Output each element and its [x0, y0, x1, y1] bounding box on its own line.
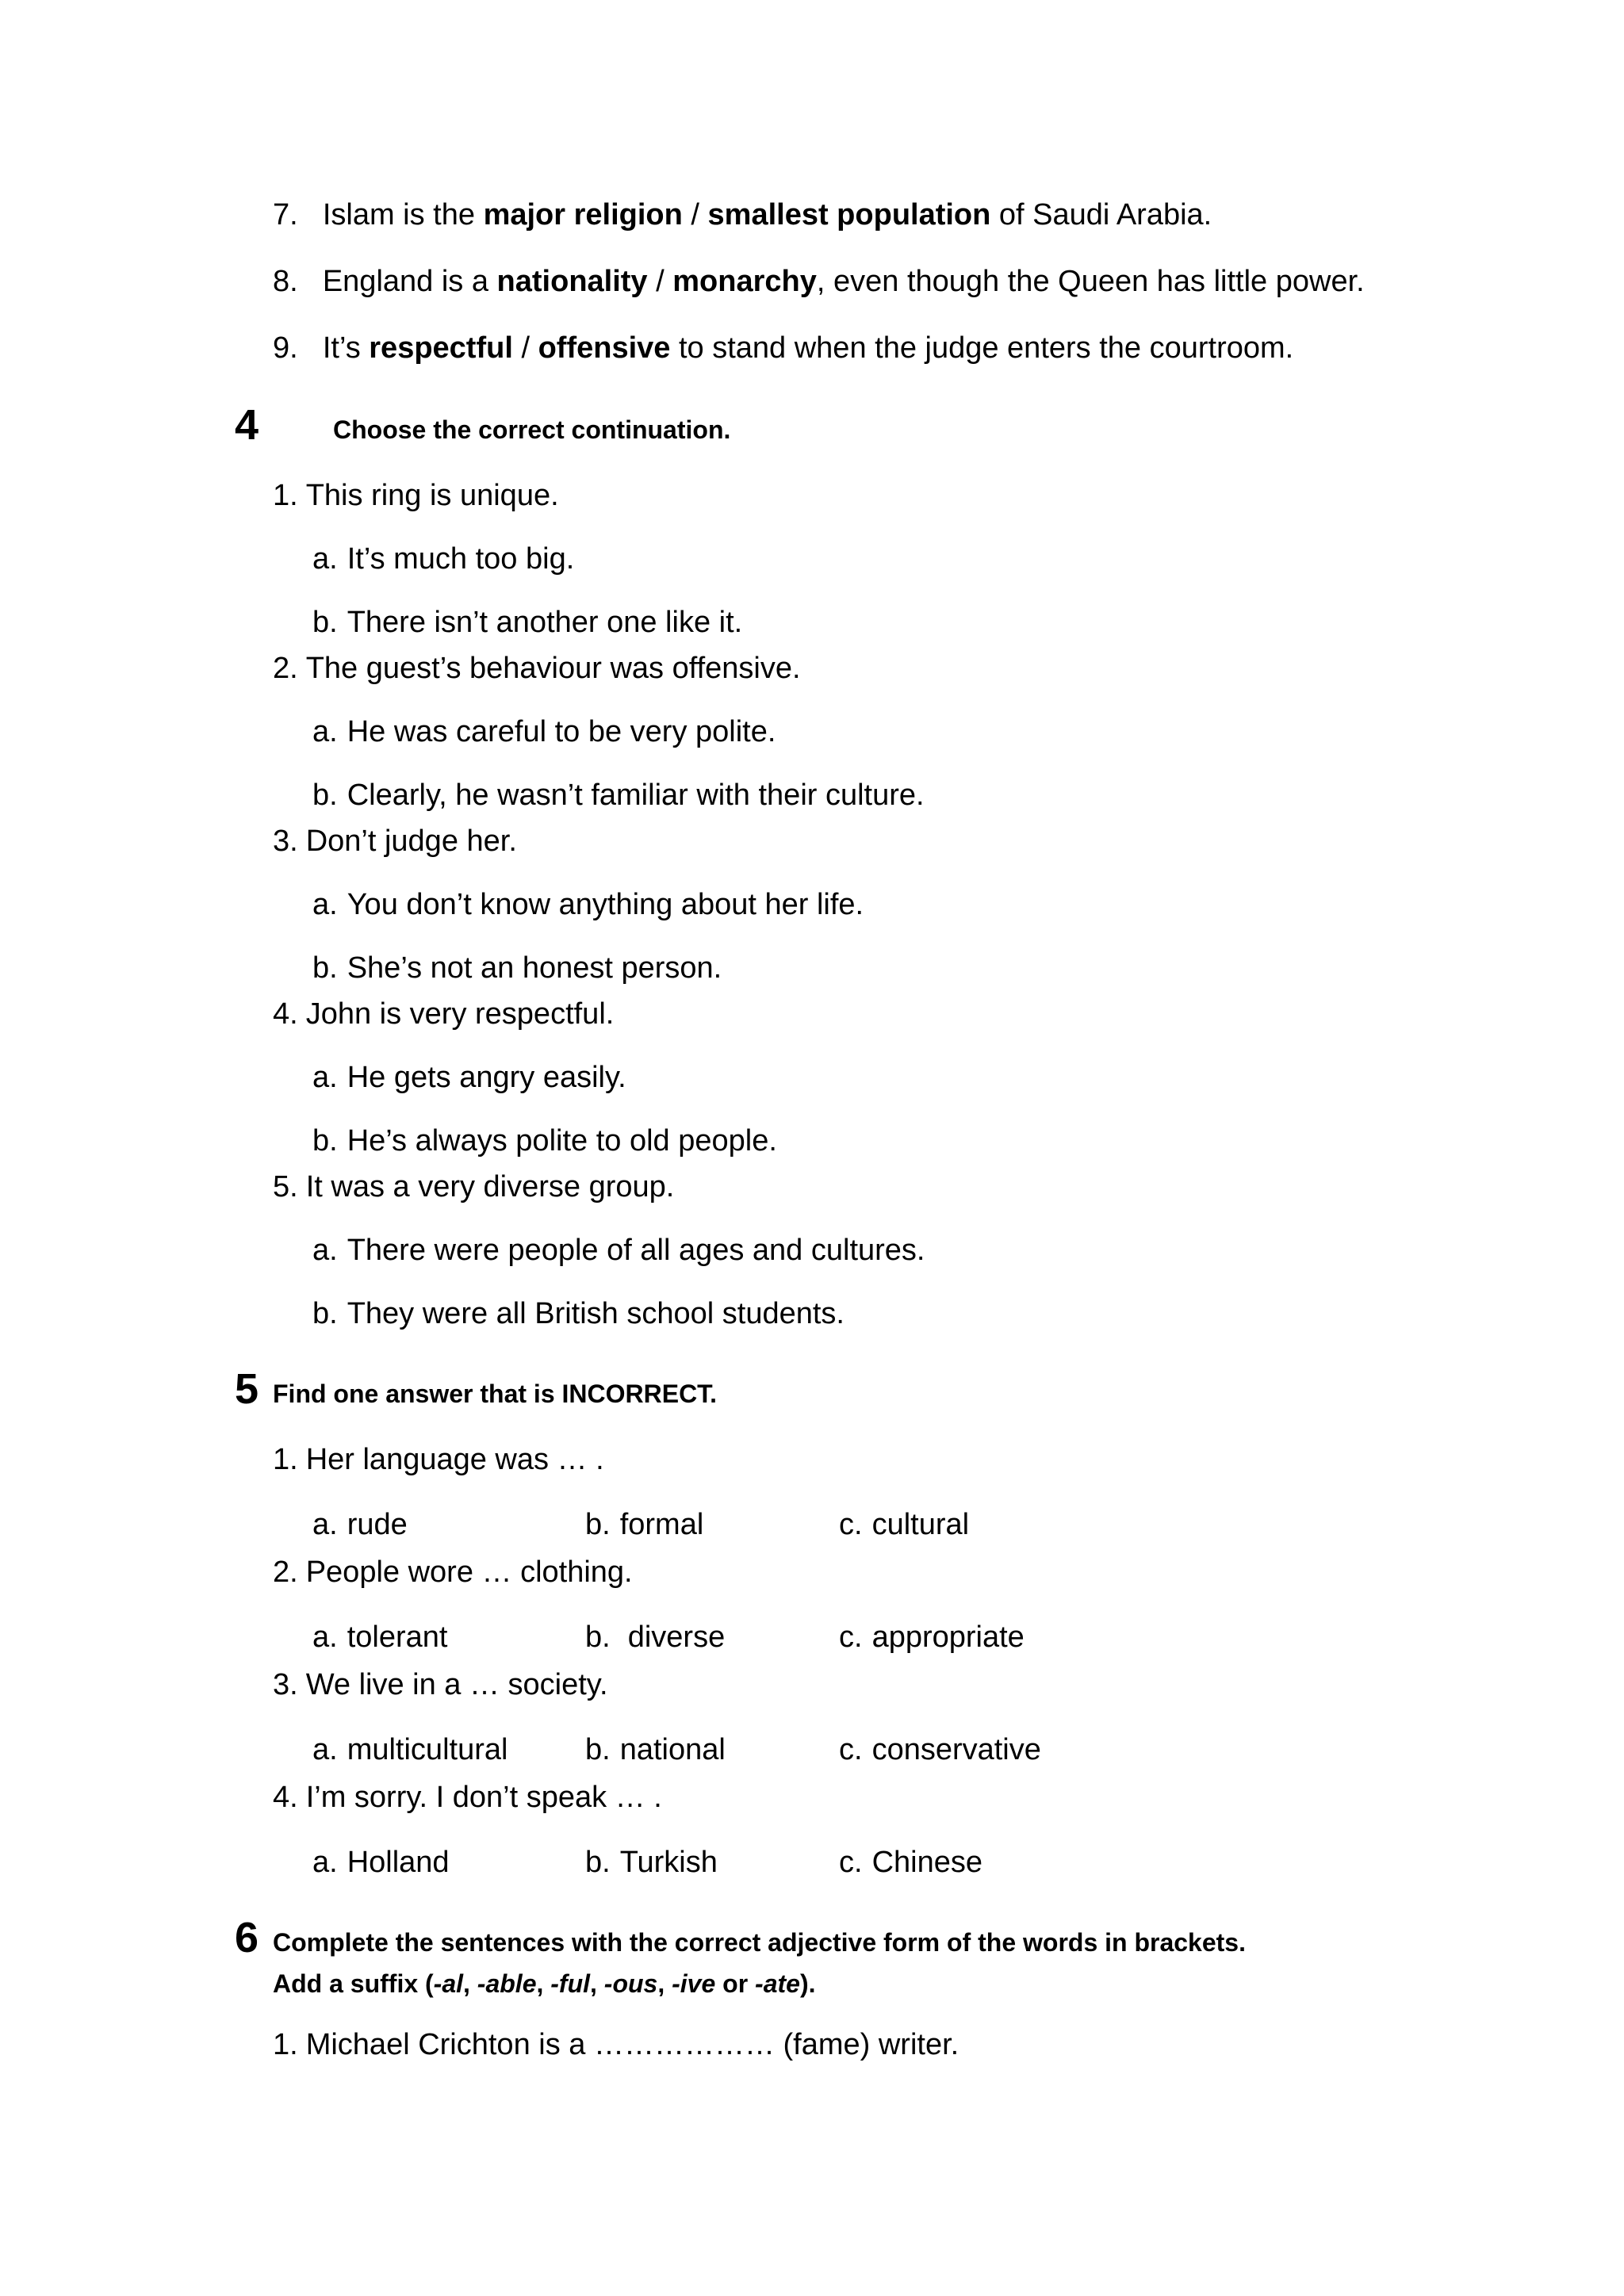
- question-1: [273, 2026, 959, 2063]
- suffix: -ive: [672, 1969, 716, 1998]
- option-2: offensive: [538, 331, 671, 365]
- option-label: c.: [839, 1508, 863, 1541]
- option-a: [312, 886, 864, 923]
- option-b: [312, 604, 742, 641]
- option-b: [585, 1844, 718, 1881]
- question-text: Don’t judge her.: [305, 825, 517, 858]
- option-text: Turkish: [619, 1846, 718, 1879]
- suffix-instruction: [273, 1968, 816, 1999]
- option-b: [312, 777, 925, 813]
- item-number: 3.: [273, 1668, 298, 1701]
- question-text: I’m sorry. I don’t speak … .: [305, 1781, 662, 1814]
- suffix: -ate: [755, 1969, 800, 1998]
- option-label: a.: [312, 1508, 338, 1541]
- option-text: He gets angry easily.: [347, 1061, 626, 1094]
- option-label: a.: [312, 715, 338, 748]
- option-separator: /: [512, 331, 538, 365]
- option-b: [585, 1732, 726, 1768]
- question-text: England is a: [322, 265, 497, 298]
- question-1: [273, 1441, 604, 1478]
- option-label: a.: [312, 1846, 338, 1879]
- option-label: a.: [312, 542, 338, 576]
- suffix: -ful: [550, 1969, 591, 1998]
- item-number: 7.: [273, 198, 298, 232]
- separator: ,: [463, 1969, 477, 1998]
- item-number: 2.: [273, 1556, 298, 1589]
- option-text: He’s always polite to old people.: [347, 1124, 777, 1158]
- option-text: Holland: [347, 1846, 450, 1879]
- separator: ,: [536, 1969, 551, 1998]
- option-a: [312, 541, 574, 577]
- option-text: diverse: [627, 1621, 726, 1654]
- item-number: 1.: [273, 479, 298, 512]
- option-a: [312, 1619, 447, 1655]
- option-a: [312, 1506, 408, 1543]
- question-text: of Saudi Arabia.: [990, 198, 1212, 232]
- item-number: 9.: [273, 331, 298, 365]
- option-1: nationality: [496, 265, 648, 298]
- option-2: monarchy: [672, 265, 817, 298]
- option-text: conservative: [871, 1733, 1041, 1766]
- item-number: 1.: [273, 2028, 298, 2061]
- question-text: Michael Crichton is a ……………… (fame) writer.: [305, 2028, 959, 2061]
- option-text: There isn’t another one like it.: [347, 606, 743, 639]
- option-label: c.: [839, 1846, 863, 1879]
- option-label: a.: [312, 1733, 338, 1766]
- option-label: b.: [585, 1733, 611, 1766]
- option-label: c.: [839, 1733, 863, 1766]
- option-label: b.: [585, 1846, 611, 1879]
- question-text: The guest’s behaviour was offensive.: [305, 652, 801, 685]
- option-text: rude: [347, 1508, 408, 1541]
- section-instruction: Choose the correct continuation.: [333, 415, 731, 444]
- option-b: [312, 1295, 845, 1332]
- option-text: He was careful to be very polite.: [347, 715, 776, 748]
- option-c: [839, 1506, 969, 1543]
- option-text: They were all British school students.: [347, 1297, 845, 1330]
- item-number: 4.: [273, 997, 298, 1031]
- item-number: 5.: [273, 1170, 298, 1203]
- question-text: Islam is the: [322, 198, 484, 232]
- option-label: b.: [585, 1621, 611, 1654]
- separator: ,: [657, 1969, 672, 1998]
- question-3: [273, 1667, 608, 1703]
- question-3: [273, 823, 517, 859]
- option-text: cultural: [871, 1508, 970, 1541]
- question-text: John is very respectful.: [305, 997, 615, 1031]
- question-text: We live in a … society.: [305, 1668, 608, 1701]
- option-text: tolerant: [347, 1621, 448, 1654]
- option-label: b.: [312, 1297, 338, 1330]
- option-a: [312, 1732, 508, 1768]
- question-text: It’s: [322, 331, 370, 365]
- option-1: respectful: [369, 331, 513, 365]
- item-number: 2.: [273, 652, 298, 685]
- option-label: c.: [839, 1621, 863, 1654]
- question-4: [273, 996, 614, 1032]
- option-label: b.: [585, 1508, 611, 1541]
- option-text: national: [619, 1733, 726, 1766]
- option-a: [312, 1059, 626, 1096]
- option-text: It’s much too big.: [347, 542, 575, 576]
- section-instruction: Complete the sentences with the correct adjective form of the words in brackets.: [273, 1928, 1246, 1957]
- item-number: 4.: [273, 1781, 298, 1814]
- option-separator: /: [647, 265, 673, 298]
- instruction-text: ).: [799, 1969, 816, 1998]
- option-label: b.: [312, 779, 338, 812]
- question-4: [273, 1779, 662, 1816]
- question-text: It was a very diverse group.: [305, 1170, 675, 1203]
- option-label: b.: [312, 606, 338, 639]
- option-label: a.: [312, 1621, 338, 1654]
- option-text: Clearly, he wasn’t familiar with their culture.: [347, 779, 925, 812]
- question-text: to stand when the judge enters the courtroom.: [670, 331, 1294, 365]
- option-a: [312, 1232, 925, 1269]
- option-text: Chinese: [871, 1846, 982, 1879]
- option-b: [312, 1123, 777, 1159]
- option-label: a.: [312, 1234, 338, 1267]
- option-b: [585, 1506, 703, 1543]
- suffix: -al: [433, 1969, 464, 1998]
- separator: ,: [590, 1969, 604, 1998]
- option-text: appropriate: [871, 1621, 1025, 1654]
- option-text: There were people of all ages and cultures.: [347, 1234, 925, 1267]
- option-c: [839, 1619, 1025, 1655]
- section-number: 5: [235, 1365, 259, 1413]
- option-text: You don’t know anything about her life.: [347, 888, 864, 921]
- instruction-text: Add a suffix (: [273, 1969, 434, 1998]
- option-text: She’s not an honest person.: [347, 951, 722, 985]
- option-c: [839, 1844, 982, 1881]
- option-b: [585, 1619, 725, 1655]
- item-number: 1.: [273, 1443, 298, 1476]
- section-instruction: Find one answer that is INCORRECT.: [273, 1380, 718, 1408]
- question-2: [273, 1554, 633, 1590]
- suffix: -ous: [603, 1969, 658, 1998]
- option-label: b.: [312, 951, 338, 985]
- item-number: 3.: [273, 825, 298, 858]
- option-text: formal: [619, 1508, 704, 1541]
- question-8: [273, 263, 1365, 300]
- separator: or: [715, 1969, 756, 1998]
- option-a: [312, 1844, 450, 1881]
- question-5: [273, 1169, 674, 1205]
- question-text: People wore … clothing.: [305, 1556, 633, 1589]
- question-2: [273, 650, 801, 687]
- question-text: , even though the Queen has little power.: [816, 265, 1365, 298]
- option-label: b.: [312, 1124, 338, 1158]
- option-text: multicultural: [347, 1733, 508, 1766]
- item-number: 8.: [273, 265, 298, 298]
- option-c: [839, 1732, 1041, 1768]
- option-1: major religion: [483, 198, 683, 232]
- option-2: smallest population: [707, 198, 991, 232]
- option-label: a.: [312, 888, 338, 921]
- question-1: [273, 477, 559, 514]
- question-9: [273, 330, 1293, 366]
- section-number: 4: [235, 401, 259, 449]
- question-7: [273, 197, 1212, 233]
- option-label: a.: [312, 1061, 338, 1094]
- suffix: -able: [477, 1969, 537, 1998]
- question-text: Her language was … .: [305, 1443, 604, 1476]
- option-b: [312, 950, 722, 986]
- option-separator: /: [682, 198, 708, 232]
- question-text: This ring is unique.: [305, 479, 559, 512]
- section-number: 6: [235, 1914, 259, 1961]
- option-a: [312, 714, 776, 750]
